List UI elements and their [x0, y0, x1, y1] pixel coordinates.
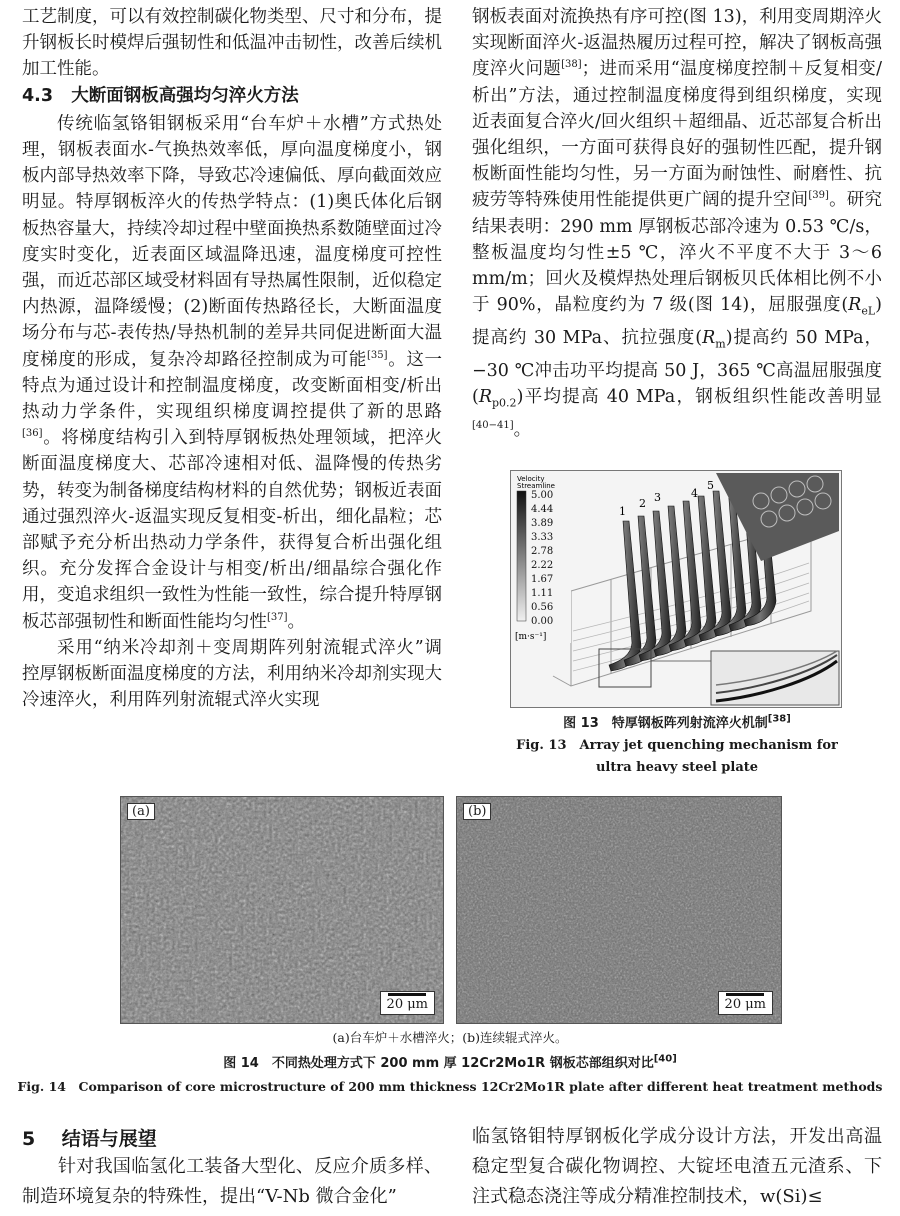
text-segment: 。这一特点为通过设计和控制温度梯度，改变断面相变/析出热动力学条件，实现组织梯度调控提供了新的思路: [22, 349, 443, 423]
symbol-R: R: [702, 327, 716, 348]
citation-39: [39]: [808, 190, 829, 202]
micrograph-panel-b: [456, 796, 782, 1024]
text-segment: ；进而采用“温度梯度控制＋反复相变/析出”方法，通过控制温度梯度得到组织梯度，实现近表面复合淬火/回火组织＋超细晶、近芯部复合析出强化组织，一方面可获得良好的强韧性匹配，提升钢板断面性能均匀性，另一方面为耐蚀性、耐磨性、抗疲劳等特殊使用性能提供更广阔的提升空间: [472, 59, 883, 211]
symbol-sub: eL: [861, 304, 876, 318]
figure-13-caption-cn: 图 13 特厚钢板阵列射流淬火机制[38]: [563, 713, 791, 731]
symbol-sub: p0.2: [492, 396, 517, 410]
legend-tick-label: 4.44: [531, 504, 554, 515]
paragraph-quench-heat-transfer: [22, 111, 442, 635]
symbol-R: R: [848, 295, 862, 316]
figure-14-subcaption: (a)台车炉＋水槽淬火；(b)连续辊式淬火。: [332, 1030, 568, 1045]
legend-tick-label: 5.00: [531, 490, 554, 501]
citation-35: [35]: [367, 349, 388, 361]
section-title: 结语与展望: [61, 1128, 157, 1150]
jet-label-5: 5: [707, 479, 714, 492]
section-number: 5: [22, 1128, 36, 1150]
figure-13-caption: [472, 712, 882, 779]
legend-tick-label: 0.00: [531, 616, 554, 627]
citation-38: [38]: [561, 59, 582, 71]
citation-37: [37]: [267, 611, 288, 623]
symbol-R: R: [478, 386, 493, 407]
section-heading-5: [22, 1124, 157, 1151]
legend-tick-label: 1.67: [531, 574, 554, 585]
citation-40: [40]: [653, 1053, 677, 1065]
section-title: 大断面钢板高强均匀淬火方法: [71, 85, 299, 106]
panel-label-a: (a): [127, 803, 155, 820]
figure-13-caption-en-line1: Fig. 13 Array jet quenching mechanism for: [516, 738, 838, 753]
section-heading-4-3: [22, 83, 442, 109]
jet-label-4: 4: [691, 487, 698, 500]
micrograph-b-texture: [457, 797, 781, 1023]
legend-tick-label: 2.22: [531, 560, 554, 571]
citation-40-41: [40−41]: [472, 419, 514, 431]
figure-13-image: [510, 470, 842, 708]
legend-color-bar: [517, 491, 526, 621]
figure-13-caption-en-line2: ultra heavy steel plate: [595, 760, 759, 775]
micrograph-panel-a: [120, 796, 444, 1024]
legend-tick-label: 3.33: [531, 532, 554, 543]
scale-bar-b: 20 μm: [718, 991, 773, 1015]
legend-tick-label: 3.89: [531, 518, 554, 529]
legend-unit: [m·s⁻¹]: [515, 632, 547, 642]
paragraph-results: [472, 4, 882, 443]
jet-label-3: 3: [654, 491, 661, 504]
paragraph-nano-coolant: 采用“纳米冷却剂＋变周期阵列射流辊式淬火”调控厚钢板断面温度梯度的方法，利用纳米冷却剂实现大冷速淬火，利用阵列射流辊式淬火实现: [22, 637, 442, 711]
legend-subtitle: Streamline: [517, 482, 555, 490]
text-segment: )提高约 50 MPa，−30 ℃冲击功平均提高 50 J，365 ℃高温屈服强度(: [472, 327, 883, 407]
figure-14-caption-en: Fig. 14 Comparison of core microstructure of 200 mm thickness 12Cr2Mo1R plate after different heat treatment methods: [17, 1079, 883, 1094]
inset-jet-impact: [711, 651, 839, 705]
panel-label-b: (b): [463, 803, 491, 820]
text-segment: 。研究结果表明：290 mm 厚钢板芯部冷速为 0.53 ℃/s，整板温度均匀性±5 ℃，淬火不平度不大于 3～6 mm/m；回火及模焊热处理后钢板贝氏体相比例不小于 90%，晶粒度约为 7 级(图 14)，屈服强度(: [472, 190, 882, 316]
citation-38: [38]: [767, 713, 791, 725]
legend-title: Velocity: [517, 475, 545, 483]
paragraph-conclusion-left: 针对我国临氢化工装备大型化、反应介质多样、制造环境复杂的特殊性，提出“V-Nb 微合金化”: [22, 1156, 442, 1207]
legend-tick-label: 1.11: [531, 588, 554, 599]
text-segment: )提高约 30 MPa、抗拉强度(: [472, 295, 882, 348]
jet-label-2: 2: [639, 497, 646, 510]
legend-tick-label: 0.56: [531, 602, 554, 613]
scale-bar-a: 20 μm: [380, 991, 435, 1015]
legend-tick-label: 2.78: [531, 546, 554, 557]
right-column: [472, 4, 882, 443]
symbol-sub: m: [715, 337, 726, 351]
array-jet-diagram: [511, 471, 841, 707]
text-segment: 。: [287, 611, 306, 632]
micrograph-a-texture: [121, 797, 443, 1023]
text-segment: 传统临氢铬钼钢板采用“台车炉＋水槽”方式热处理，钢板表面水-气换热效率低，厚向温度梯度小，钢板内部导热效率下降，导致芯冷速偏低、厚向截面效应明显。特厚钢板淬火的传热学特点：(1)奥氏体化后钢板热容量大，持续冷却过程中壁面换热系数随壁面过冷度实时变化，近表面区域温降迅速，温度梯度可控性强，而近芯部区域受材料固有导热属性限制，近似稳定内热源，温降缓慢；(2)断面传热路径长，大断面温度场分布与芯-表传热/导热机制的差异共同促进断面大温度梯度的形成，复杂冷却路径控制成为可能: [22, 113, 442, 370]
text-segment: 钢板表面对流换热有序可控(图 13)，利用变周期淬火实现断面淬火-返温热履历过程可控，解决了钢板高强度淬火问题: [472, 7, 882, 80]
citation-36: [36]: [22, 428, 43, 440]
figure-14-caption-cn: [0, 1052, 900, 1071]
text-segment: )平均提高 40 MPa，钢板组织性能改善明显: [516, 386, 882, 407]
section-number: 4.3: [22, 85, 54, 106]
paragraph-conclusion-right: 临氢铬钼特厚钢板化学成分设计方法，开发出高温稳定型复合碳化物调控、大锭坯电渣五元渣系、下注式稳态浇注等成分精准控制技术，w(Si)≤: [472, 1126, 882, 1207]
caption-text: 图 14 不同热处理方式下 200 mm 厚 12Cr2Mo1R 钢板芯部组织对比: [223, 1056, 654, 1071]
paragraph-intro: 工艺制度，可以有效控制碳化物类型、尺寸和分布，提升钢板长时模焊后强韧性和低温冲击韧性，改善后续机加工性能。: [22, 7, 442, 80]
text-segment: 。将梯度结构引入到特厚钢板热处理领域，把淬火断面温度梯度大、芯部冷速相对低、温降慢的传热劣势，转变为制备梯度结构材料的自然优势；钢板近表面通过强烈淬火-返温实现反复相变-析出，细化晶粒；芯部赋予充分析出热动力学条件，获得复合析出强化组织。充分发挥合金设计与相变/析出/细晶综合强化作用，变追求组织一致性为性能一致性，综合提升特厚钢板芯部强韧性和断面性能均匀性: [22, 428, 442, 632]
left-column: [22, 4, 442, 713]
text-segment: 。: [513, 419, 532, 440]
jet-label-1: 1: [619, 505, 626, 518]
